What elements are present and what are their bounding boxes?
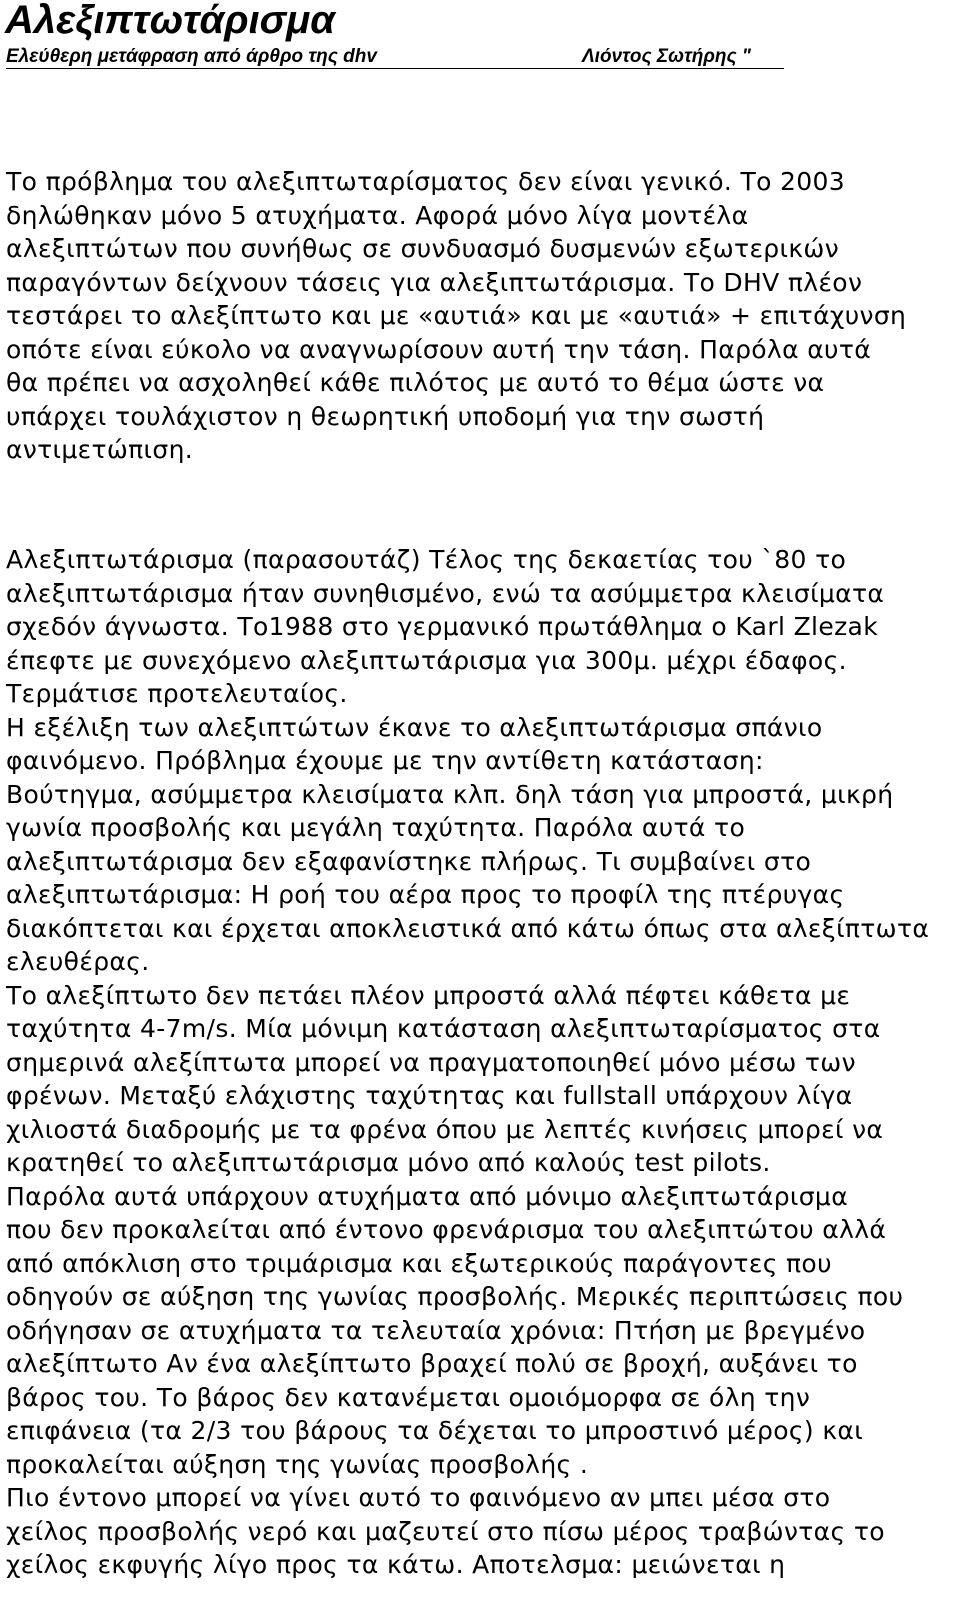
paragraph-line: που δεν προκαλείται από έντονο φρενάρισμα του αλεξιπτώτου αλλά: [6, 1215, 887, 1244]
paragraph-line: γωνία προσβολής και μεγάλη ταχύτητα. Παρόλα αυτά το: [6, 813, 746, 842]
byline: [6, 45, 784, 69]
paragraph-line: χείλος εκφυγής λίγο προς τα κάτω. Αποτελσμα: μειώνεται η: [6, 1550, 786, 1579]
paragraph-line: Βούτηγμα, ασύμμετρα κλεισίματα κλπ. δηλ τάση για μπροστά, μικρή: [6, 779, 894, 809]
paragraph-line: Αλεξιπτωτάρισμα (παρασουτάζ) Τέλος της δεκαετίας του `80 το: [6, 545, 847, 574]
paragraph-line: προκαλείται αύξηση της γωνίας προσβολής .: [6, 1449, 589, 1479]
paragraph-line: φαινόμενο. Πρόβλημα έχουμε με την αντίθετη κατάσταση:: [6, 746, 764, 775]
byline-author: Λιόντος Σωτήρης ": [582, 46, 751, 67]
paragraph-line: διακόπτεται και έρχεται αποκλειστικά από κάτω όπως στα αλεξίπτωτα: [6, 913, 930, 943]
paragraph-line: αλεξίπτωτο Αν ένα αλεξίπτωτο βραχεί πολύ σε βροχή, αυξάνει το: [6, 1349, 858, 1378]
paragraph-line: παραγόντων δείχνουν τάσεις για αλεξιπτωτάρισμα. Το DHV πλέον: [6, 267, 863, 297]
paragraph-line: ταχύτητα 4-7m/s. Μία μόνιμη κατάσταση αλεξιπτωταρίσματος στα: [6, 1014, 881, 1043]
paragraph-line: κρατηθεί το αλεξιπτωτάρισμα μόνο από καλούς test pilots.: [6, 1148, 771, 1177]
paragraph-line: Το αλεξίπτωτο δεν πετάει πλέον μπροστά αλλά πέφτει κάθετα με: [6, 980, 851, 1010]
paragraph-line: οδηγούν σε αύξηση της γωνίας προσβολής. Μερικές περιπτώσεις που: [6, 1282, 904, 1311]
body-paragraph: [6, 165, 956, 467]
paragraph-line: τεστάρει το αλεξίπτωτο και με «αυτιά» και με «αυτιά» + επιτάχυνση: [6, 301, 907, 330]
paragraph-line: δηλώθηκαν μόνο 5 ατυχήματα. Αφορά μόνο λίγα μοντέλα: [6, 200, 749, 230]
byline-source: Ελεύθερη μετάφραση από άρθρο της dhv: [6, 46, 377, 67]
paragraph-line: αλεξιπτωτάρισμα δεν εξαφανίστηκε πλήρως. Τι συμβαίνει στο: [6, 846, 812, 876]
body-paragraph: [6, 543, 956, 1582]
paragraph-line: επιφάνεια (τα 2/3 του βάρους τα δέχεται το μπροστινό μέρος) και: [6, 1416, 864, 1445]
paragraph-line: Η εξέλιξη των αλεξιπτώτων έκανε το αλεξιπτωτάρισμα σπάνιο: [6, 712, 823, 742]
paragraph-line: φρένων. Μεταξύ ελάχιστης ταχύτητας και fullstall υπάρχουν λίγα: [6, 1081, 853, 1110]
paragraph-line: έπεφτε με συνεχόμενο αλεξιπτωτάρισμα για 300μ. μέχρι έδαφος.: [6, 645, 847, 675]
paragraph-line: από απόκλιση στο τριμάρισμα και εξωτερικούς παράγοντες που: [6, 1248, 832, 1278]
paragraph-line: Τερμάτισε προτελευταίος.: [6, 679, 348, 708]
paragraph-line: αντιμετώπιση.: [6, 435, 194, 464]
paragraph-line: αλεξιπτωτάρισμα ήταν συνηθισμένο, ενώ τα ασύμμετρα κλεισίματα: [6, 578, 885, 608]
paragraph-line: βάρος του. Το βάρος δεν κατανέμεται ομοιόμορφα σε όλη την: [6, 1382, 811, 1412]
paragraph-line: οδήγησαν σε ατυχήματα τα τελευταία χρόνια: Πτήση με βρεγμένο: [6, 1315, 866, 1345]
paragraph-line: θα πρέπει να ασχοληθεί κάθε πιλότος με αυτό το θέμα ώστε να: [6, 368, 825, 397]
document-title: Αλεξιπτωτάρισμα: [5, 0, 336, 42]
paragraph-line: Πιο έντονο μπορεί να γίνει αυτό το φαινόμενο αν μπει μέσα στο: [6, 1483, 831, 1512]
paragraph-line: Το πρόβλημα του αλεξιπτωταρίσματος δεν είναι γενικό. Το 2003: [6, 167, 846, 196]
paragraph-line: Παρόλα αυτά υπάρχουν ατυχήματα από μόνιμο αλεξιπτωτάρισμα: [6, 1181, 849, 1211]
paragraph-line: σχεδόν άγνωστα. Το1988 στο γερμανικό πρωτάθλημα ο Karl Zlezak: [6, 612, 879, 641]
paragraph-line: σημερινά αλεξίπτωτα μπορεί να πραγματοποιηθεί μόνο μέσω των: [6, 1047, 856, 1077]
paragraph-line: οπότε είναι εύκολο να αναγνωρίσουν αυτή την τάση. Παρόλα αυτά: [6, 334, 872, 364]
paragraph-line: χιλιοστά διαδρομής με τα φρένα όπου με λεπτές κινήσεις μπορεί να: [6, 1114, 884, 1144]
paragraph-line: χείλος προσβολής νερό και μαζευτεί στο πίσω μέρος τραβώντας το: [6, 1516, 885, 1546]
paragraph-line: υπάρχει τουλάχιστον η θεωρητική υποδομή για την σωστή: [6, 401, 765, 431]
paragraph-line: ελευθέρας.: [6, 947, 150, 976]
paragraph-line: αλεξιπτωτάρισμα: Η ροή του αέρα προς το προφίλ της πτέρυγας: [6, 880, 845, 909]
paragraph-line: αλεξιπτώτων που συνήθως σε συνδυασμό δυσμενών εξωτερικών: [6, 234, 840, 263]
